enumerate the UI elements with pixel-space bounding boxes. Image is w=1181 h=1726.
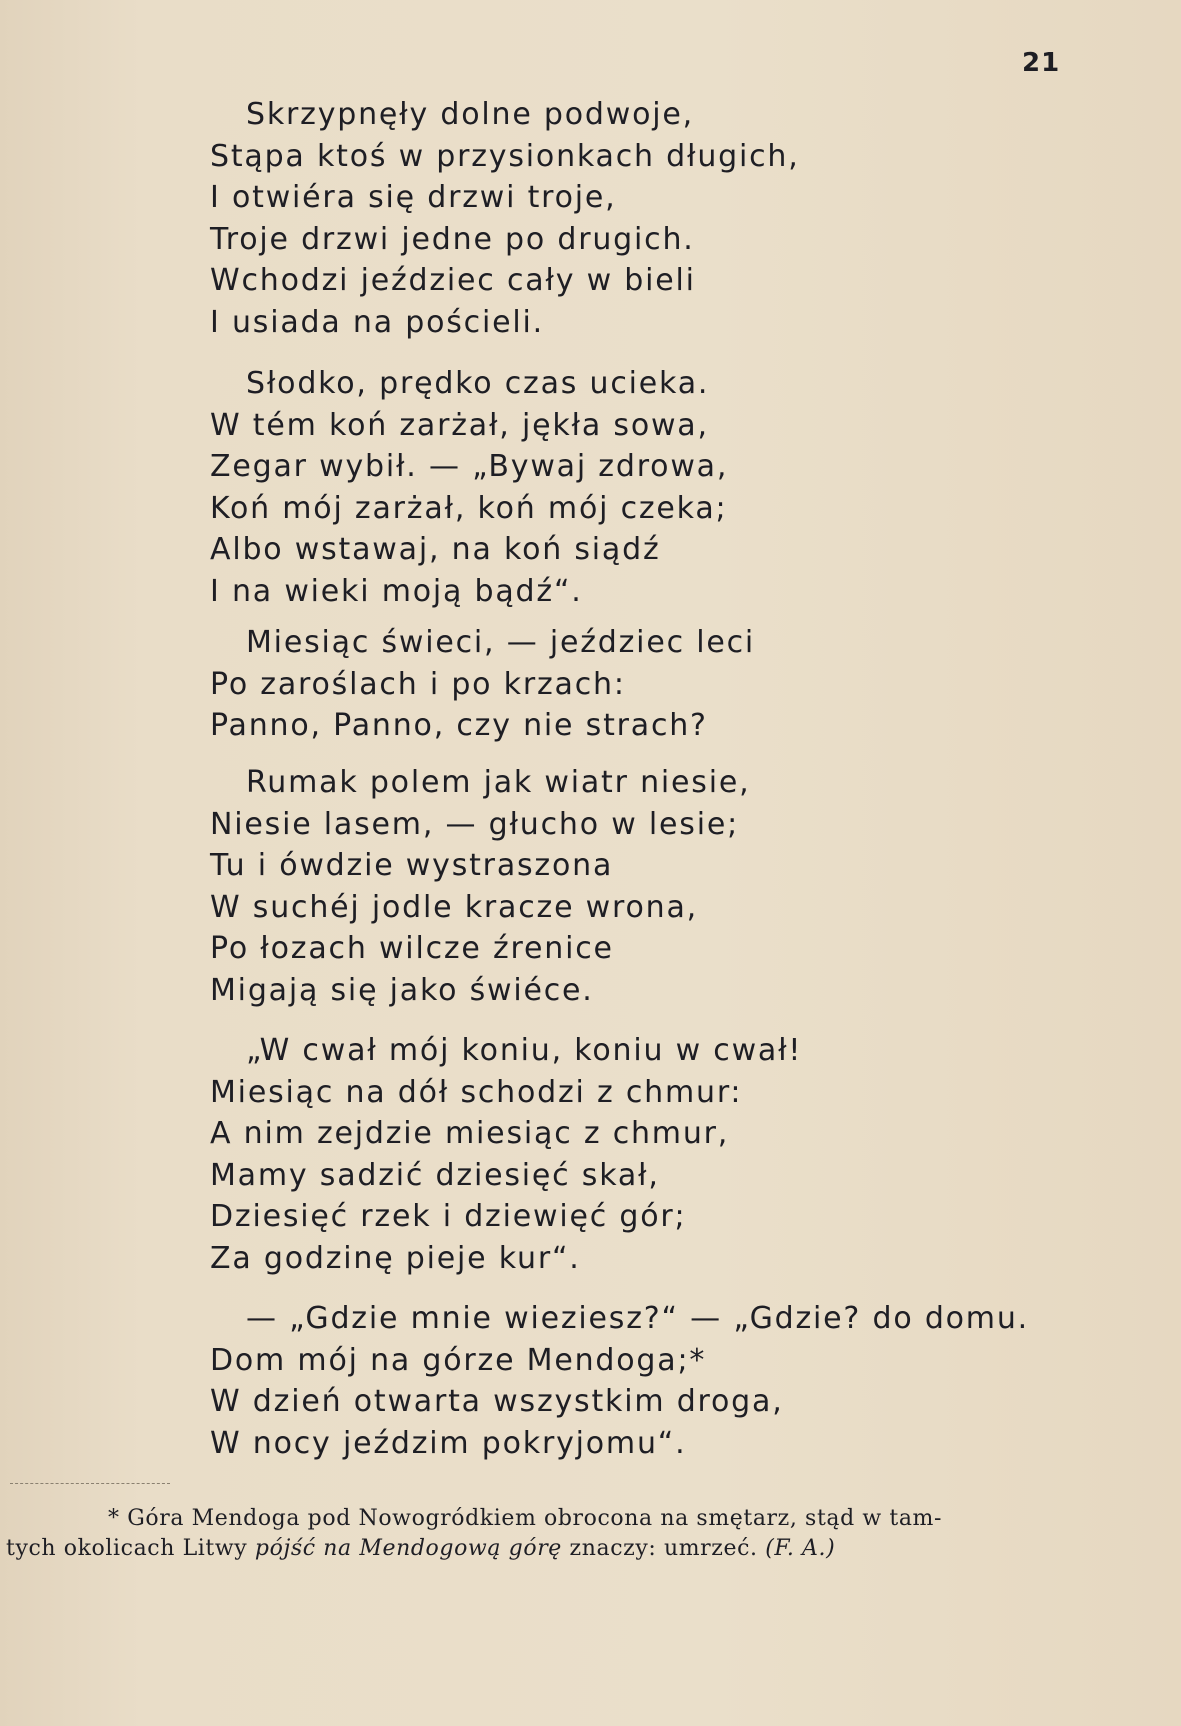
verse-line: Stąpa ktoś w przysionkach długich, (210, 138, 800, 174)
footnote-text: znaczy: umrzeć. (561, 1536, 766, 1561)
stanza-5 (210, 1030, 802, 1279)
footnote-text: tych okolicach Litwy (6, 1536, 255, 1561)
verse-line: Po łozach wilcze źrenice (210, 931, 614, 966)
verse-line: Zegar wybił. — „Bywaj zdrowa, (210, 449, 729, 484)
footnote-line (0, 1534, 1181, 1564)
footnote-divider (10, 1483, 170, 1484)
verse-line: I otwiéra się drzwi troje, (210, 180, 617, 215)
verse-line: Słodko, prędko czas ucieka. (246, 366, 710, 401)
verse-line: I na wieki moją bądź“. (210, 573, 583, 609)
stanza-2 (210, 363, 728, 612)
verse-line: Troje drzwi jedne po drugich. (210, 221, 695, 257)
verse-line: Miesiąc na dół schodzi z chmur: (210, 1074, 743, 1110)
verse-line: Skrzypnęły dolne podwoje, (246, 97, 694, 132)
verse-line: Tu i ówdzie wystraszona (210, 848, 614, 883)
footnote-italic-phrase: pójść na Mendogową górę (254, 1536, 562, 1561)
verse-line: — „Gdzie mnie wieziesz?“ — „Gdzie? do domu. (246, 1301, 1029, 1336)
verse-line: A nim zejdzie miesiąc z chmur, (210, 1116, 730, 1151)
verse-line: Panno, Panno, czy nie strach? (210, 708, 708, 743)
verse-line: Mamy sadzić dziesięć skał, (210, 1157, 660, 1193)
verse-line: W tém koń zarżał, jękła sowa, (210, 407, 709, 443)
verse-line: Wchodzi jeździec cały w bieli (210, 263, 696, 298)
verse-line: „W cwał mój koniu, koniu w cwał! (246, 1033, 803, 1068)
stanza-3 (210, 622, 755, 747)
verse-line: W dzień otwarta wszystkim droga, (210, 1384, 784, 1419)
verse-line: Albo wstawaj, na koń siądź (210, 532, 661, 567)
verse-line: W nocy jeździm pokryjomu“. (210, 1425, 687, 1461)
verse-line: W suchéj jodle kracze wrona, (210, 889, 698, 925)
verse-line: Koń mój zarżał, koń mój czeka; (210, 490, 728, 526)
page-number: 21 (1022, 48, 1061, 78)
verse-line: Dom mój na górze Mendoga;* (210, 1342, 707, 1378)
verse-line: Rumak polem jak wiatr niesie, (246, 765, 751, 800)
footnote-line: * Góra Mendoga pod Nowogródkiem obrocona na smętarz, stąd w tam- (108, 1506, 943, 1531)
verse-line: Dziesięć rzek i dziewięć gór; (210, 1199, 687, 1234)
footnote-attribution: (F. A.) (765, 1536, 836, 1561)
stanza-6 (210, 1298, 1029, 1464)
stanza-1 (210, 94, 800, 343)
verse-line: Niesie lasem, — głucho w lesie; (210, 806, 740, 842)
verse-line: Po zaroślach i po krzach: (210, 666, 626, 702)
stanza-4 (210, 762, 750, 1011)
verse-line: Za godzinę pieje kur“. (210, 1240, 581, 1276)
verse-line: I usiada na pościeli. (210, 304, 544, 340)
footnote (0, 1504, 1181, 1564)
verse-line: Migają się jako świéce. (210, 972, 594, 1008)
verse-line: Miesiąc świeci, — jeździec leci (246, 625, 756, 660)
